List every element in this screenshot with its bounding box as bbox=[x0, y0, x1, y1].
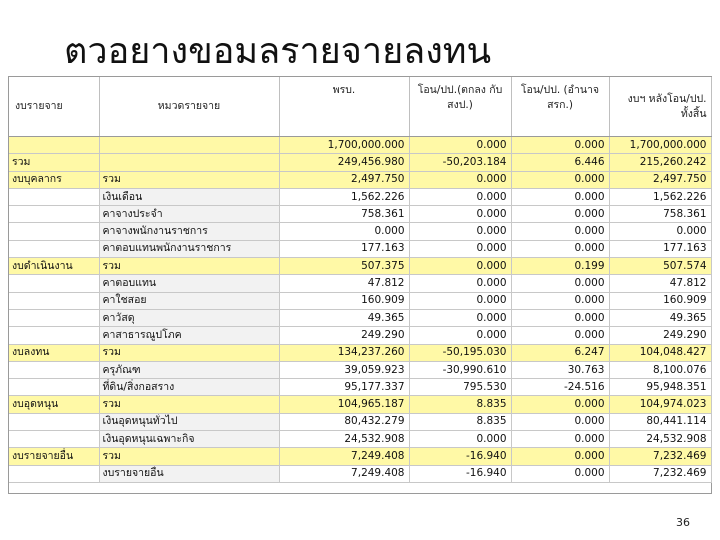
expense-category-cell: ครุภัณฑ bbox=[99, 361, 279, 378]
transfer-authority-cell: 0.000 bbox=[511, 465, 609, 482]
transfer-authority-cell: 6.446 bbox=[511, 154, 609, 171]
transfer-authority-cell: 0.000 bbox=[511, 413, 609, 430]
act-amount-cell: 507.375 bbox=[279, 258, 409, 275]
table-row bbox=[9, 396, 711, 413]
act-amount-cell: 758.361 bbox=[279, 206, 409, 223]
transfer-agreed-cell: 0.000 bbox=[409, 137, 511, 154]
expense-category-cell: คาใชสอย bbox=[99, 292, 279, 309]
transfer-authority-cell: 0.000 bbox=[511, 223, 609, 240]
budget-type-cell bbox=[9, 327, 99, 344]
expense-category-cell: รวม bbox=[99, 396, 279, 413]
transfer-authority-cell: 0.000 bbox=[511, 292, 609, 309]
transfer-agreed-cell: 8.835 bbox=[409, 396, 511, 413]
total-after-transfer-cell: 80,441.114 bbox=[609, 413, 711, 430]
total-after-transfer-cell: 1,562.226 bbox=[609, 188, 711, 205]
transfer-agreed-cell: -16.940 bbox=[409, 465, 511, 482]
transfer-agreed-cell: 0.000 bbox=[409, 240, 511, 257]
total-after-transfer-cell: 160.909 bbox=[609, 292, 711, 309]
budget-type-cell bbox=[9, 292, 99, 309]
expense-category-cell: งบรายจายอื่น bbox=[99, 465, 279, 482]
header-transfer-agreed: โอน/ปป.(ตกลง กับสงป.) bbox=[409, 77, 511, 137]
transfer-authority-cell: 0.000 bbox=[511, 206, 609, 223]
transfer-agreed-cell: 0.000 bbox=[409, 309, 511, 326]
transfer-agreed-cell: 0.000 bbox=[409, 206, 511, 223]
expense-category-cell bbox=[99, 137, 279, 154]
budget-type-cell: งบลงทน bbox=[9, 344, 99, 361]
budget-type-cell bbox=[9, 223, 99, 240]
transfer-agreed-cell: -30,990.610 bbox=[409, 361, 511, 378]
table-row bbox=[9, 154, 711, 171]
transfer-agreed-cell: -16.940 bbox=[409, 448, 511, 465]
expense-category-cell: เงินเดือน bbox=[99, 188, 279, 205]
total-after-transfer-cell: 47.812 bbox=[609, 275, 711, 292]
expense-category-cell: คาจางพนักงานราชการ bbox=[99, 223, 279, 240]
expense-category-cell: รวม bbox=[99, 171, 279, 188]
budget-type-cell bbox=[9, 413, 99, 430]
transfer-authority-cell: 0.000 bbox=[511, 309, 609, 326]
act-amount-cell: 249,456.980 bbox=[279, 154, 409, 171]
budget-type-cell: งบบุคลากร bbox=[9, 171, 99, 188]
transfer-authority-cell: 0.000 bbox=[511, 327, 609, 344]
total-after-transfer-cell: 104,974.023 bbox=[609, 396, 711, 413]
header-total-after-transfer: งบฯ หลังโอน/ปป. ทั้งสิ้น bbox=[609, 77, 711, 137]
act-amount-cell: 177.163 bbox=[279, 240, 409, 257]
act-amount-cell: 24,532.908 bbox=[279, 431, 409, 448]
act-amount-cell: 39,059.923 bbox=[279, 361, 409, 378]
expense-category-cell bbox=[99, 154, 279, 171]
transfer-agreed-cell: 795.530 bbox=[409, 379, 511, 396]
total-after-transfer-cell: 249.290 bbox=[609, 327, 711, 344]
act-amount-cell: 80,432.279 bbox=[279, 413, 409, 430]
transfer-agreed-cell: 0.000 bbox=[409, 292, 511, 309]
transfer-authority-cell: 6.247 bbox=[511, 344, 609, 361]
total-after-transfer-cell: 758.361 bbox=[609, 206, 711, 223]
act-amount-cell: 0.000 bbox=[279, 223, 409, 240]
budget-type-cell bbox=[9, 431, 99, 448]
transfer-authority-cell: -24.516 bbox=[511, 379, 609, 396]
transfer-agreed-cell: 0.000 bbox=[409, 171, 511, 188]
expense-category-cell: เงินอุดหนุนเฉพาะกิจ bbox=[99, 431, 279, 448]
act-amount-cell: 95,177.337 bbox=[279, 379, 409, 396]
transfer-agreed-cell: 0.000 bbox=[409, 431, 511, 448]
table-row bbox=[9, 309, 711, 326]
expense-category-cell: รวม bbox=[99, 258, 279, 275]
table-row bbox=[9, 258, 711, 275]
header-expense-category: หมวดรายจาย bbox=[99, 77, 279, 137]
transfer-agreed-cell: -50,203.184 bbox=[409, 154, 511, 171]
transfer-agreed-cell: 0.000 bbox=[409, 223, 511, 240]
act-amount-cell: 49.365 bbox=[279, 309, 409, 326]
total-after-transfer-cell: 7,232.469 bbox=[609, 448, 711, 465]
act-amount-cell: 1,562.226 bbox=[279, 188, 409, 205]
slide-title: ตวอยางขอมลรายจายลงทน bbox=[64, 31, 492, 72]
budget-type-cell bbox=[9, 137, 99, 154]
budget-type-cell: งบอุดหนุน bbox=[9, 396, 99, 413]
total-after-transfer-cell: 104,048.427 bbox=[609, 344, 711, 361]
act-amount-cell: 2,497.750 bbox=[279, 171, 409, 188]
transfer-agreed-cell: 8.835 bbox=[409, 413, 511, 430]
table-row bbox=[9, 413, 711, 430]
table-row bbox=[9, 361, 711, 378]
transfer-agreed-cell: 0.000 bbox=[409, 188, 511, 205]
table-row bbox=[9, 344, 711, 361]
budget-table-container bbox=[8, 76, 712, 494]
transfer-authority-cell: 0.000 bbox=[511, 396, 609, 413]
budget-type-cell bbox=[9, 275, 99, 292]
table-row bbox=[9, 171, 711, 188]
transfer-authority-cell: 0.000 bbox=[511, 240, 609, 257]
transfer-authority-cell: 0.000 bbox=[511, 448, 609, 465]
table-row bbox=[9, 431, 711, 448]
budget-type-cell bbox=[9, 309, 99, 326]
budget-type-cell bbox=[9, 240, 99, 257]
transfer-authority-cell: 0.000 bbox=[511, 431, 609, 448]
budget-table bbox=[9, 77, 712, 483]
transfer-agreed-cell: 0.000 bbox=[409, 275, 511, 292]
act-amount-cell: 7,249.408 bbox=[279, 465, 409, 482]
transfer-agreed-cell: 0.000 bbox=[409, 327, 511, 344]
total-after-transfer-cell: 49.365 bbox=[609, 309, 711, 326]
table-row bbox=[9, 137, 711, 154]
expense-category-cell: รวม bbox=[99, 448, 279, 465]
total-after-transfer-cell: 8,100.076 bbox=[609, 361, 711, 378]
transfer-authority-cell: 0.199 bbox=[511, 258, 609, 275]
act-amount-cell: 47.812 bbox=[279, 275, 409, 292]
table-row bbox=[9, 240, 711, 257]
budget-type-cell: งบดำเนินงาน bbox=[9, 258, 99, 275]
table-row bbox=[9, 206, 711, 223]
budget-type-cell bbox=[9, 206, 99, 223]
total-after-transfer-cell: 215,260.242 bbox=[609, 154, 711, 171]
budget-type-cell bbox=[9, 379, 99, 396]
act-amount-cell: 104,965.187 bbox=[279, 396, 409, 413]
total-after-transfer-cell: 177.163 bbox=[609, 240, 711, 257]
expense-category-cell: เงินอุดหนุนทั่วไป bbox=[99, 413, 279, 430]
expense-category-cell: คาตอบแทนพนักงานราชการ bbox=[99, 240, 279, 257]
table-body bbox=[9, 137, 711, 483]
table-row bbox=[9, 223, 711, 240]
total-after-transfer-cell: 7,232.469 bbox=[609, 465, 711, 482]
expense-category-cell: คาสาธารณูปโภค bbox=[99, 327, 279, 344]
table-row bbox=[9, 188, 711, 205]
table-row bbox=[9, 379, 711, 396]
budget-type-cell: งบรายจายอื่น bbox=[9, 448, 99, 465]
total-after-transfer-cell: 0.000 bbox=[609, 223, 711, 240]
transfer-authority-cell: 0.000 bbox=[511, 188, 609, 205]
expense-category-cell: รวม bbox=[99, 344, 279, 361]
budget-type-cell bbox=[9, 361, 99, 378]
table-row bbox=[9, 275, 711, 292]
transfer-agreed-cell: -50,195.030 bbox=[409, 344, 511, 361]
header-budget-type: งบรายจาย bbox=[9, 77, 99, 137]
budget-type-cell bbox=[9, 465, 99, 482]
table-row bbox=[9, 327, 711, 344]
header-transfer-authority: โอน/ปป. (อำนาจ สรก.) bbox=[511, 77, 609, 137]
transfer-authority-cell: 0.000 bbox=[511, 275, 609, 292]
total-after-transfer-cell: 1,700,000.000 bbox=[609, 137, 711, 154]
act-amount-cell: 249.290 bbox=[279, 327, 409, 344]
expense-category-cell: คาวัสดุ bbox=[99, 309, 279, 326]
act-amount-cell: 7,249.408 bbox=[279, 448, 409, 465]
budget-type-cell: รวม bbox=[9, 154, 99, 171]
act-amount-cell: 134,237.260 bbox=[279, 344, 409, 361]
transfer-agreed-cell: 0.000 bbox=[409, 258, 511, 275]
act-amount-cell: 1,700,000.000 bbox=[279, 137, 409, 154]
expense-category-cell: คาจางประจำ bbox=[99, 206, 279, 223]
total-after-transfer-cell: 95,948.351 bbox=[609, 379, 711, 396]
table-row bbox=[9, 465, 711, 482]
table-row bbox=[9, 448, 711, 465]
budget-type-cell bbox=[9, 188, 99, 205]
act-amount-cell: 160.909 bbox=[279, 292, 409, 309]
table-row bbox=[9, 292, 711, 309]
header-act-amount: พรบ. bbox=[279, 77, 409, 137]
transfer-authority-cell: 0.000 bbox=[511, 137, 609, 154]
expense-category-cell: ที่ดิน/สิ่งกอสราง bbox=[99, 379, 279, 396]
total-after-transfer-cell: 24,532.908 bbox=[609, 431, 711, 448]
transfer-authority-cell: 30.763 bbox=[511, 361, 609, 378]
table-header-row bbox=[9, 77, 711, 137]
transfer-authority-cell: 0.000 bbox=[511, 171, 609, 188]
total-after-transfer-cell: 507.574 bbox=[609, 258, 711, 275]
page-number: 36 bbox=[676, 516, 690, 529]
total-after-transfer-cell: 2,497.750 bbox=[609, 171, 711, 188]
expense-category-cell: คาตอบแทน bbox=[99, 275, 279, 292]
